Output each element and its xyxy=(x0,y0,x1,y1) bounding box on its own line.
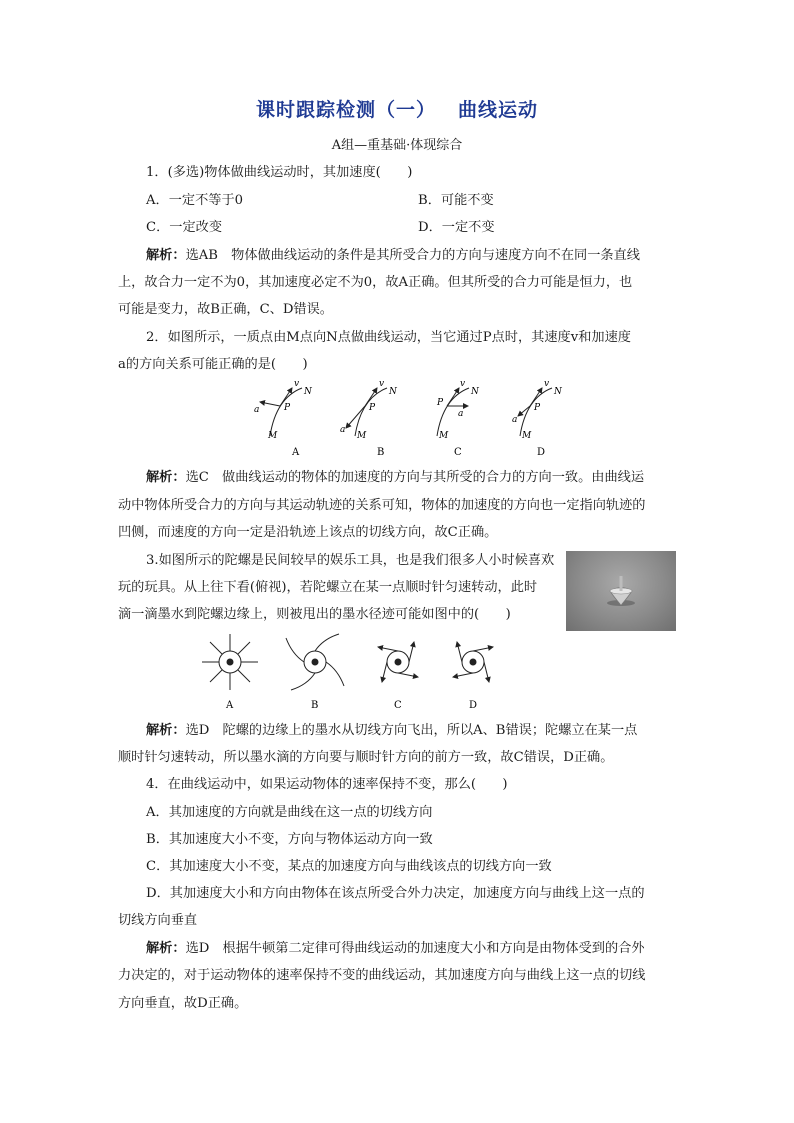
q3-figure-label-c: C xyxy=(394,700,402,711)
q1-answer-line-1 xyxy=(146,244,640,263)
q2-c-label-v: v xyxy=(460,379,466,389)
q2-figure-d xyxy=(512,379,563,458)
q2-a-label-v: v xyxy=(294,379,300,389)
q3-figure-c xyxy=(378,642,418,711)
q2-stem-line-1: 2．如图所示，一质点由M点向N点做曲线运动，当它通过P点时，其速度v和加速度 xyxy=(146,330,631,345)
q4-answer-label: 解析： xyxy=(146,941,186,956)
q1-answer-line-2: 上，故合力一定不为0，其加速度必定不为0，故A正确。但其所受的合力可能是恒力，也 xyxy=(118,275,633,290)
q1-answer-line-3: 可能是变力，故B正确，C、D错误。 xyxy=(118,302,333,317)
q2-c-label-a: a xyxy=(458,409,464,419)
q2-c-label-n: N xyxy=(471,387,479,397)
q3-stem-line-3: 滴一滴墨水到陀螺边缘上，则被甩出的墨水径迹可能如图中的( ) xyxy=(118,607,511,622)
q3-figure-d xyxy=(453,642,493,711)
q2-d-label-n: N xyxy=(554,387,562,397)
q2-d-label-a: a xyxy=(512,415,518,425)
q1-option-a: A．一定不等于0 xyxy=(146,193,244,208)
q2-a-label-p: P xyxy=(284,403,291,413)
title-part-1: 课时跟踪检测（一） xyxy=(255,99,436,121)
q3-figure-a xyxy=(202,634,258,711)
q3-figure-label-b: B xyxy=(311,700,319,711)
q2-figure-a xyxy=(254,379,313,458)
q4-option-a: A．其加速度的方向就是曲线在这一点的切线方向 xyxy=(146,805,433,820)
q3-figure-label-a: A xyxy=(226,700,234,711)
title-part-2: 曲线运动 xyxy=(458,99,539,121)
q3-figure-label-d: D xyxy=(469,700,478,711)
q1-option-d: D．一定不变 xyxy=(418,220,495,235)
q4-answer-line-1 xyxy=(146,937,645,956)
q2-b-label-n: N xyxy=(389,387,397,397)
q4-answer-text-1: 选D 根据牛顿第二定律可得曲线运动的加速度大小和方向是由物体受到的合外 xyxy=(185,941,645,956)
q4-option-d-line-2: 切线方向垂直 xyxy=(118,913,198,928)
q2-d-label-m: M xyxy=(522,431,532,441)
q2-b-label-p: P xyxy=(369,403,376,413)
q2-figure-label-c: C xyxy=(454,447,462,458)
q1-answer-label: 解析： xyxy=(146,248,186,263)
q2-figure xyxy=(240,376,580,458)
q4-answer-line-3: 方向垂直，故D正确。 xyxy=(118,996,248,1011)
q1-answer-text-1: 选AB 物体做曲线运动的条件是其所受合力的方向与速度方向不在同一条直线 xyxy=(185,248,640,263)
q3-answer-text-1: 选D 陀螺的边缘上的墨水从切线方向飞出，所以A、B错误；陀螺立在某一点 xyxy=(185,723,638,738)
spinning-top-photo xyxy=(566,551,676,631)
group-label: A组—重基础·体现综合 xyxy=(331,138,463,153)
q2-figure-label-a: A xyxy=(292,447,300,458)
q3-answer-line-2: 顺时针匀速转动，所以墨水滴的方向要与顺时针方向的前方一致，故C错误，D正确。 xyxy=(118,750,614,765)
q2-figure-label-b: B xyxy=(377,447,385,458)
q2-answer-text-1: 选C 做曲线运动的物体的加速度的方向与其所受的合力的方向一致。由曲线运 xyxy=(185,470,645,485)
q2-b-label-a: a xyxy=(340,425,346,435)
q2-d-label-v: v xyxy=(544,379,550,389)
q2-stem-line-2: a的方向关系可能正确的是( ) xyxy=(118,357,308,372)
q4-option-c: C．其加速度大小不变，某点的加速度方向与曲线该点的切线方向一致 xyxy=(146,859,552,874)
q4-answer-line-2: 力决定的，对于运动物体的速率保持不变的曲线运动，其加速度方向与曲线上这一点的切线 xyxy=(118,968,646,983)
q2-a-label-n: N xyxy=(304,387,312,397)
page-title xyxy=(0,95,794,122)
q2-c-label-m: M xyxy=(439,431,449,441)
q1-option-c: C．一定改变 xyxy=(146,220,223,235)
q2-figure-b xyxy=(340,379,398,458)
q2-answer-label: 解析： xyxy=(146,470,186,485)
q4-option-d-line-1: D．其加速度大小和方向由物体在该点所受合外力决定，加速度方向与曲线上这一点的 xyxy=(146,886,645,901)
q2-answer-line-1 xyxy=(146,466,644,485)
q3-figure xyxy=(198,630,498,712)
q3-figure-b xyxy=(286,634,344,711)
q2-figure-label-d: D xyxy=(537,447,546,458)
q2-figure-c xyxy=(436,379,480,458)
q1-stem: 1．(多选)物体做曲线运动时，其加速度( ) xyxy=(146,165,413,180)
q2-b-label-m: M xyxy=(357,431,367,441)
q3-stem-line-1: 3.如图所示的陀螺是民间较早的娱乐工具，也是我们很多人小时候喜欢 xyxy=(146,553,555,568)
q2-b-label-v: v xyxy=(379,379,385,389)
q1-option-b: B．可能不变 xyxy=(418,193,494,208)
q4-stem: 4．在曲线运动中，如果运动物体的速率保持不变，那么( ) xyxy=(146,777,508,792)
q2-a-label-m: M xyxy=(268,431,278,441)
q3-answer-label: 解析： xyxy=(146,723,186,738)
q2-d-label-p: P xyxy=(534,403,541,413)
q4-option-b: B．其加速度大小不变，方向与物体运动方向一致 xyxy=(146,832,433,847)
q2-answer-line-3: 凹侧，而速度的方向一定是沿轨迹上该点的切线方向，故C正确。 xyxy=(118,525,498,540)
q3-answer-line-1 xyxy=(146,719,637,738)
q2-answer-line-2: 动中物体所受合力的方向与其运动轨迹的关系可知，物体的加速度的方向也一定指向轨迹的 xyxy=(118,498,646,513)
q2-a-label-a: a xyxy=(254,405,260,415)
q2-c-label-p: P xyxy=(437,398,444,408)
q3-stem-line-2: 玩的玩具。从上往下看(俯视)，若陀螺立在某一点顺时针匀速转动，此时 xyxy=(118,580,538,595)
